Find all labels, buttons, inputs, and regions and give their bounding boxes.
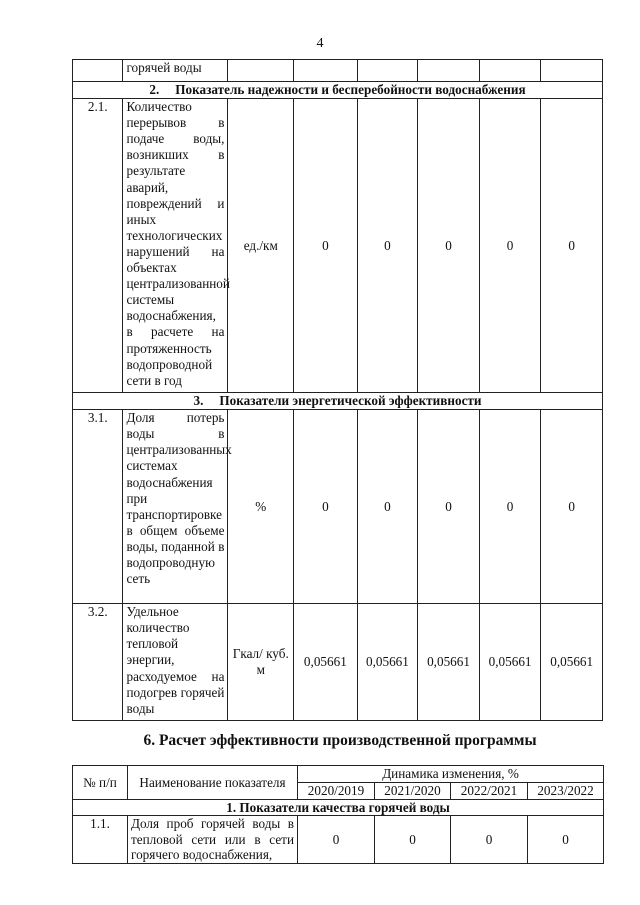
col-header-year: 2023/2022 bbox=[528, 783, 604, 800]
section-6-title: 6. Расчет эффективности производственной программы bbox=[143, 732, 537, 749]
table-row bbox=[73, 99, 603, 393]
col-header-year: 2022/2021 bbox=[451, 783, 528, 800]
row-value: 0 bbox=[541, 99, 603, 393]
row-name: Количество перерывов в подаче воды, возникших в результате аварий, повреждений и иных технологических нарушений на объектах централизованной системы водоснабжения, в расчете на протяженность водопроводной сети в год bbox=[123, 99, 228, 393]
row-value: 0 bbox=[298, 816, 375, 864]
page-number: 4 bbox=[316, 36, 324, 51]
row-number: 1.1. bbox=[73, 816, 128, 864]
table-row bbox=[73, 410, 603, 604]
efficiency-table bbox=[72, 765, 604, 864]
table-header-row bbox=[73, 766, 604, 783]
row-name-cont: горячей воды bbox=[123, 60, 228, 82]
row-value: 0 bbox=[451, 816, 528, 864]
table-row bbox=[73, 60, 603, 82]
row-unit: Гкал/ куб. м bbox=[228, 604, 294, 721]
row-value: 0 bbox=[479, 99, 541, 393]
col-header-year: 2021/2020 bbox=[375, 783, 451, 800]
col-header-number: № п/п bbox=[73, 766, 128, 800]
section-title: Показатели энергетической эффективности bbox=[219, 393, 482, 409]
section-title: Показатель надежности и бесперебойности водоснабжения bbox=[175, 82, 526, 97]
row-value: 0,05661 bbox=[541, 604, 603, 721]
row-value: 0 bbox=[528, 816, 604, 864]
table-row bbox=[73, 604, 603, 721]
row-unit: % bbox=[228, 410, 294, 604]
col-header-dynamics: Динамика изменения, % bbox=[298, 766, 604, 783]
col-header-year: 2020/2019 bbox=[298, 783, 375, 800]
row-value: 0 bbox=[418, 99, 480, 393]
row-name: Доля проб горячей воды в тепловой сети или в сети горячего водоснабжения, bbox=[128, 816, 298, 864]
row-value: 0 bbox=[418, 410, 480, 604]
section-number: 2. bbox=[149, 82, 160, 97]
section-header bbox=[73, 799, 604, 816]
section-title: 1. Показатели качества горячей воды bbox=[73, 799, 604, 816]
row-value: 0 bbox=[479, 410, 541, 604]
row-value: 0,05661 bbox=[357, 604, 418, 721]
row-name: Удельное количество тепловой энергии, расходуемое на подогрев горячей воды bbox=[123, 604, 228, 721]
indicators-table bbox=[72, 59, 603, 721]
section-header bbox=[73, 82, 603, 99]
row-number: 3.1. bbox=[73, 410, 123, 604]
row-value: 0 bbox=[294, 410, 358, 604]
row-value: 0 bbox=[375, 816, 451, 864]
row-value: 0 bbox=[541, 410, 603, 604]
row-unit: ед./км bbox=[228, 99, 294, 393]
table-row bbox=[73, 816, 604, 864]
row-value: 0,05661 bbox=[479, 604, 541, 721]
row-name: Доля потерь воды в централизованных системах водоснабжения при транспортировке в общем объеме воды, поданной в водопроводную сеть bbox=[123, 410, 228, 604]
row-number: 2.1. bbox=[73, 99, 123, 393]
row-value: 0 bbox=[357, 410, 418, 604]
section-header bbox=[73, 393, 603, 410]
row-value: 0 bbox=[294, 99, 358, 393]
col-header-name: Наименование показателя bbox=[128, 766, 298, 800]
row-value: 0 bbox=[357, 99, 418, 393]
section-number: 3. bbox=[193, 393, 204, 409]
row-value: 0,05661 bbox=[418, 604, 480, 721]
row-value: 0,05661 bbox=[294, 604, 358, 721]
row-number: 3.2. bbox=[73, 604, 123, 721]
